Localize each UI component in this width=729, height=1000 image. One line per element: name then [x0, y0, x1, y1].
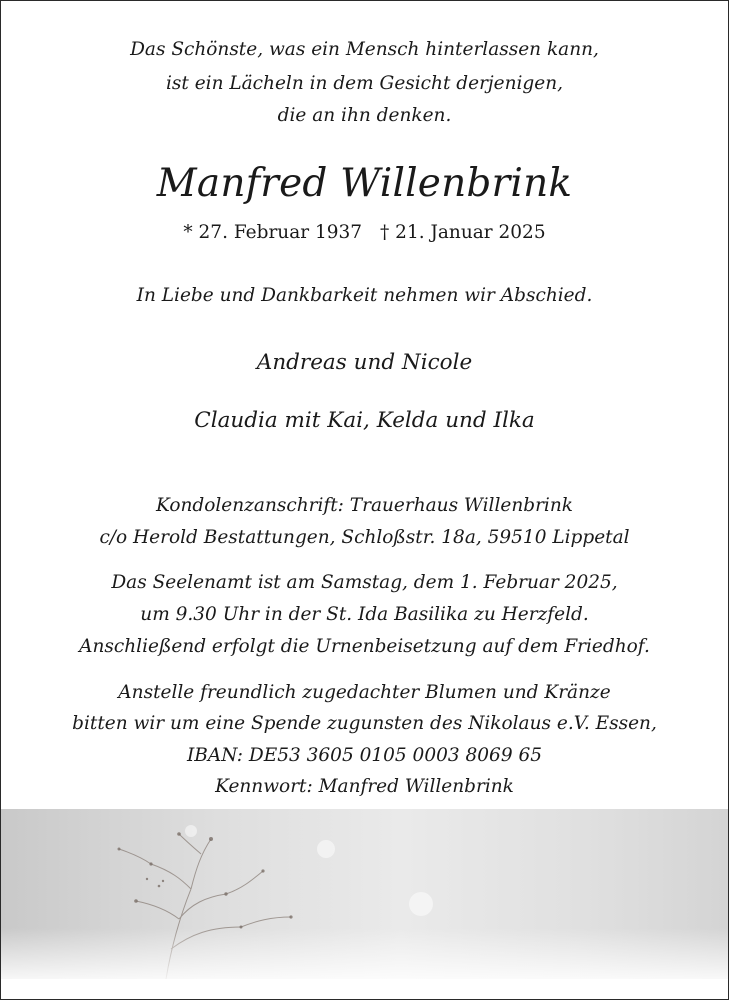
death-date: † 21. Januar 2025: [380, 222, 546, 243]
quote-line-3: die an ihn denken.: [277, 105, 452, 126]
family-line-1: Andreas und Nicole: [256, 350, 473, 375]
birth-date: * 27. Februar 1937: [183, 222, 363, 243]
deceased-name: Manfred Willenbrink: [156, 161, 573, 206]
farewell-text: In Liebe und Dankbarkeit nehmen wir Abschied.: [136, 285, 593, 306]
service-line-2: um 9.30 Uhr in der St. Ida Basilika zu Herzfeld.: [140, 604, 589, 625]
donation-line-1: Anstelle freundlich zugedachter Blumen und Kränze: [118, 682, 611, 703]
donation-line-3: IBAN: DE53 3605 0105 0003 8069 65: [186, 745, 543, 766]
service-line-3: Anschließend erfolgt die Urnenbeisetzung auf dem Friedhof.: [79, 636, 650, 657]
service-line-1: Das Seelenamt ist am Samstag, dem 1. Februar 2025,: [111, 572, 618, 593]
condolence-line-1: Kondolenzanschrift: Trauerhaus Willenbrink: [156, 495, 573, 516]
life-dates: [1, 222, 728, 243]
donation-line-2: bitten wir um eine Spende zugunsten des Nikolaus e.V. Essen,: [72, 713, 657, 734]
dried-flower-illustration: [1, 809, 728, 979]
quote-line-2: ist ein Lächeln in dem Gesicht derjenigen,: [165, 73, 564, 94]
donation-line-4: Kennwort: Manfred Willenbrink: [215, 776, 514, 797]
dried-flower-photo: [1, 809, 728, 979]
family-line-2: Claudia mit Kai, Kelda und Ilka: [194, 408, 535, 433]
quote-line-1: Das Schönste, was ein Mensch hinterlassen kann,: [130, 39, 599, 60]
condolence-line-2: c/o Herold Bestattungen, Schloßstr. 18a, 59510 Lippetal: [99, 527, 630, 548]
